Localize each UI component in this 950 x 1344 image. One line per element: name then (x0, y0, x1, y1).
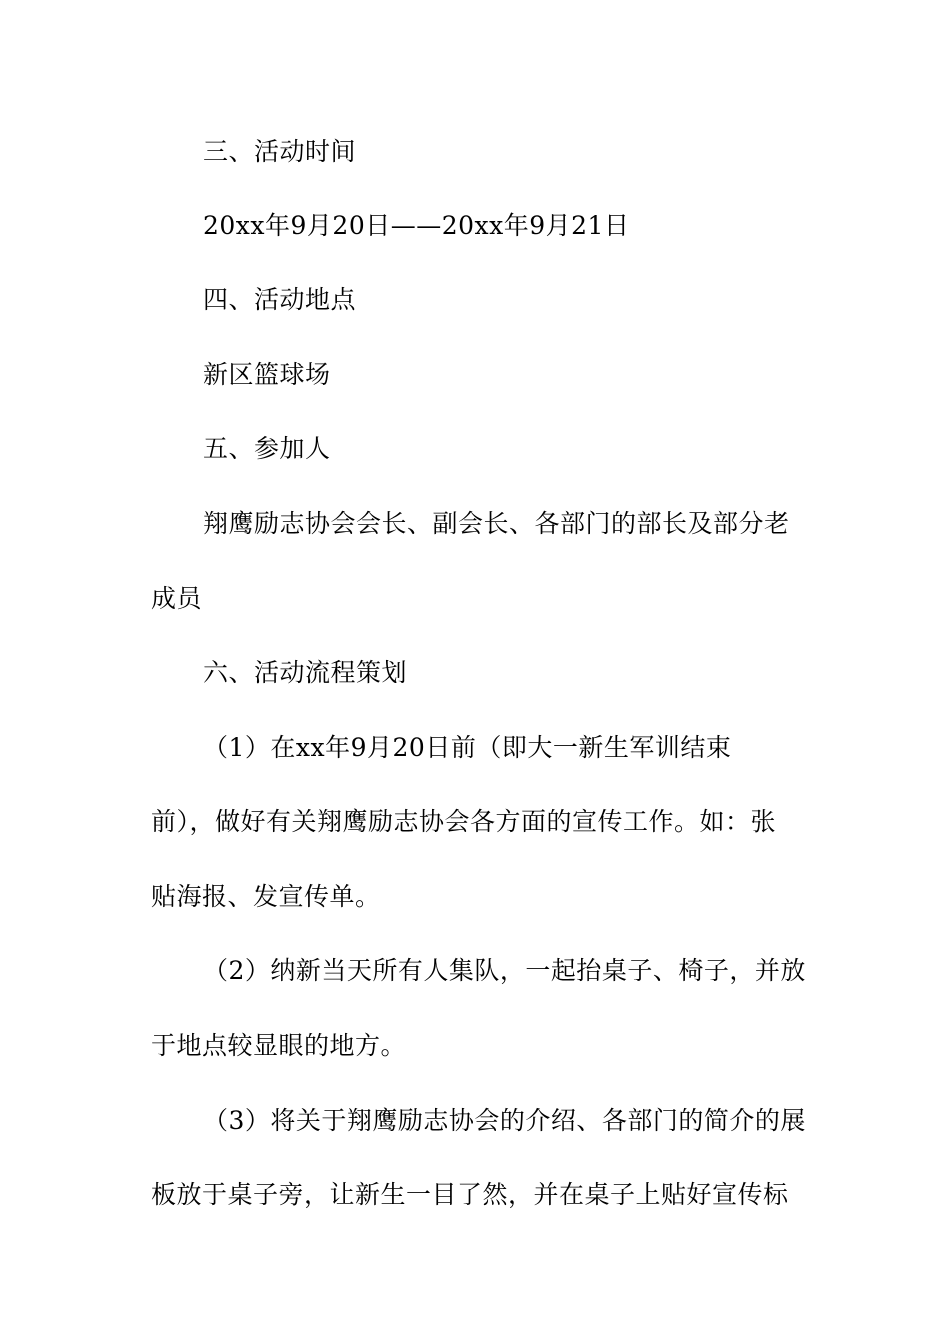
section-heading-time: 三、活动时间 (203, 137, 357, 166)
process-step-1-line: 贴海报、发宣传单。 (151, 882, 381, 911)
participants-text-line: 翔鹰励志协会会长、副会长、各部门的部长及部分老 (203, 509, 790, 538)
process-step-1-line: （1）在xx年9月20日前（即大一新生军训结束 (203, 733, 732, 762)
process-step-3-line: 板放于桌子旁，让新生一目了然，并在桌子上贴好宣传标 (151, 1180, 789, 1209)
process-step-1-line: 前），做好有关翔鹰励志协会各方面的宣传工作。如：张 (151, 807, 777, 836)
section-heading-participants: 五、参加人 (203, 434, 331, 463)
process-step-2-line: 于地点较显眼的地方。 (151, 1031, 407, 1060)
process-step-2-line: （2）纳新当天所有人集队，一起抬桌子、椅子，并放 (203, 956, 806, 985)
activity-dates: 20xx年9月20日——20xx年9月21日 (203, 211, 630, 240)
process-step-3-line: （3）将关于翔鹰励志协会的介绍、各部门的简介的展 (203, 1106, 806, 1135)
section-heading-location: 四、活动地点 (203, 285, 357, 314)
activity-location: 新区篮球场 (203, 360, 331, 389)
section-heading-process: 六、活动流程策划 (203, 658, 408, 687)
participants-text-line: 成员 (151, 584, 203, 613)
